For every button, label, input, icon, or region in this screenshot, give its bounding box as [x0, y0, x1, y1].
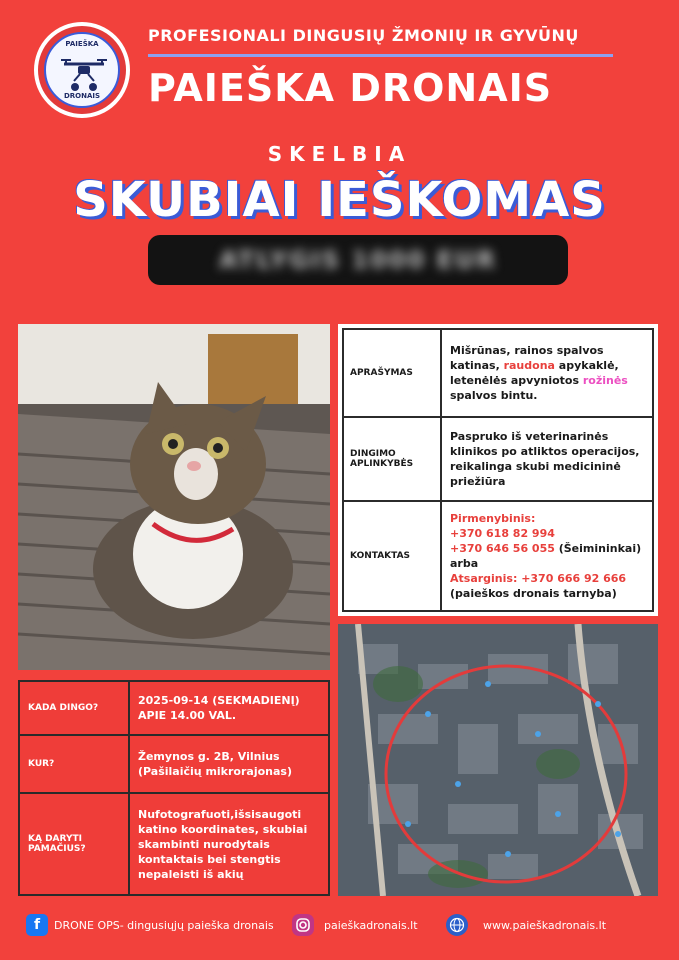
- details-table: [18, 680, 330, 896]
- logo-bottom-text: DRONAIS: [63, 92, 101, 100]
- description-value: Mišrūnas, rainos spalvos katinas, raudona apykaklė, letenėlės apvyniotos rožinės spalvos bintu.: [441, 329, 653, 417]
- action-label: KĄ DARYTI PAMAČIUS?: [19, 793, 129, 895]
- phone-1[interactable]: +370 618 82 994: [450, 527, 555, 540]
- backup-note: (paieškos dronais tarnyba): [450, 587, 617, 600]
- when-row: [19, 681, 329, 735]
- circumstances-value: Paspruko iš veterinarinės klinikos po atliktos operacijos, reikalinga skubi medicininė priežiūra: [441, 417, 653, 501]
- phone-2[interactable]: +370 646 56 055: [450, 542, 555, 555]
- website-link[interactable]: www.paieškadronais.lt: [483, 919, 607, 932]
- action-value: Nufotografuoti,išsisaugoti katino koordinates, skubiai skambinti nurodytais kontaktais bei stengtis nepaleisti iš akių: [129, 793, 329, 895]
- contacts-label: KONTAKTAS: [343, 501, 441, 611]
- circumstances-label: DINGIMO APLINKYBĖS: [343, 417, 441, 501]
- instagram-icon[interactable]: [292, 914, 314, 936]
- headline: SKUBIAI IEŠKOMAS: [73, 172, 606, 228]
- header-divider: [148, 54, 613, 57]
- header-subtitle: PROFESIONALI DINGUSIŲ ŽMONIŲ IR GYVŪNŲ: [148, 26, 579, 45]
- when-value: 2025-09-14 (SEKMADIENĮ) APIE 14.00 VAL.: [129, 681, 329, 735]
- where-value: Žemynos g. 2B, Vilnius (Pašilaičių mikrorajonas): [129, 735, 329, 793]
- header-title: PAIEŠKA DRONAIS: [148, 66, 553, 110]
- footer: [0, 912, 679, 942]
- area-map: [338, 624, 658, 896]
- circumstances-row: [343, 417, 653, 501]
- drone-icon: [60, 54, 108, 94]
- where-label: KUR?: [19, 735, 129, 793]
- description-row: [343, 329, 653, 417]
- reward-text-blurred: ATLYGIS 1000 EUR: [219, 246, 497, 274]
- backup-phone[interactable]: Atsarginis: +370 666 92 666: [450, 572, 627, 585]
- facebook-link[interactable]: DRONE OPS- dingusiųjų paieška dronais: [54, 919, 274, 932]
- where-row: [19, 735, 329, 793]
- phone-2-note: (Šeimininkai): [554, 542, 642, 555]
- logo: [34, 22, 130, 118]
- or-text: arba: [450, 557, 479, 570]
- logo-top-text: PAIEŠKA: [65, 40, 99, 48]
- info-table: [338, 324, 658, 616]
- announce-label: SKELBIA: [267, 142, 412, 166]
- contacts-row: [343, 501, 653, 611]
- when-label: KADA DINGO?: [19, 681, 129, 735]
- instagram-link[interactable]: paieškadronais.lt: [324, 919, 418, 932]
- action-row: [19, 793, 329, 895]
- cat-photo: [18, 324, 330, 670]
- priority-label: Pirmenybinis:: [450, 512, 536, 525]
- facebook-icon[interactable]: f: [26, 914, 48, 936]
- description-label: APRAŠYMAS: [343, 329, 441, 417]
- globe-icon[interactable]: [446, 914, 468, 936]
- reward-banner: [148, 235, 568, 285]
- contacts-value: [441, 501, 653, 611]
